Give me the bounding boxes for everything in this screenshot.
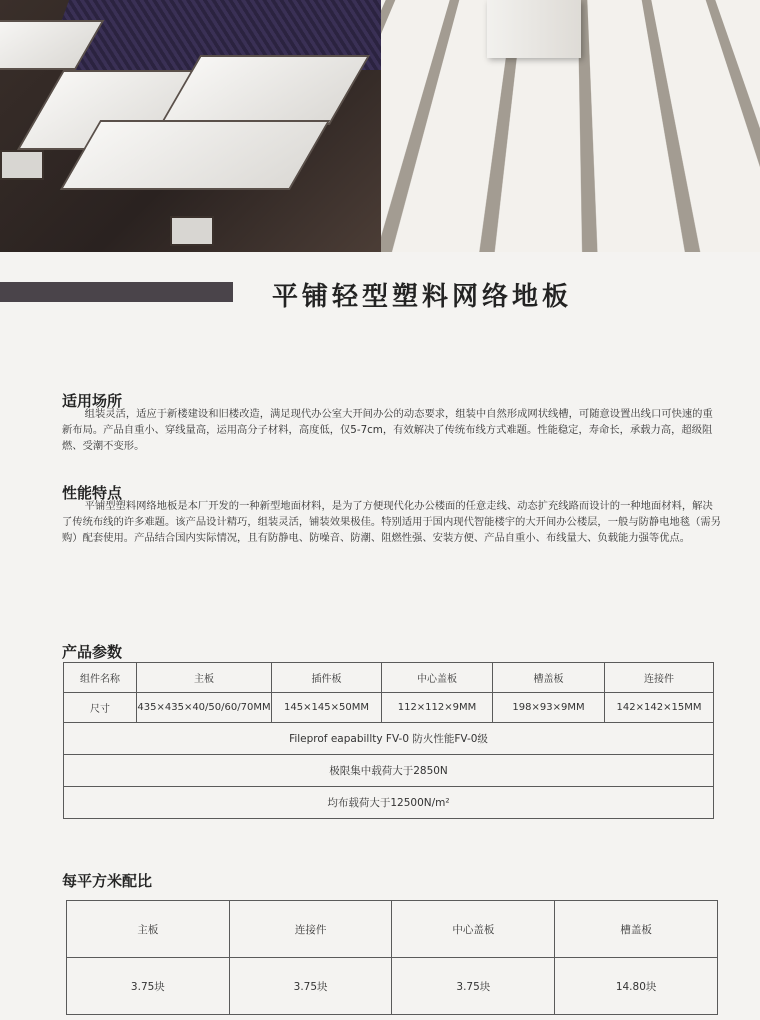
table-row: [67, 901, 718, 958]
table-row: [64, 723, 714, 755]
table-cell: 435×435×40/50/60/70MM: [137, 693, 272, 723]
table-cell: 中心盖板: [392, 901, 555, 958]
floor-tile: [60, 120, 330, 190]
params-table: [63, 662, 714, 819]
table-cell: 3.75块: [392, 958, 555, 1015]
table-cell: 14.80块: [555, 958, 718, 1015]
table-cell: 112×112×9MM: [382, 693, 493, 723]
table-row: [64, 663, 714, 693]
table-cell: 组件名称: [64, 663, 137, 693]
table-cell: 槽盖板: [493, 663, 605, 693]
table-row: [64, 755, 714, 787]
floor-photo-carpet-tiles: [0, 0, 381, 252]
table-cell: 槽盖板: [555, 901, 718, 958]
table-cell: 主板: [67, 901, 230, 958]
concentrated-load-cell: 极限集中载荷大于2850N: [64, 755, 714, 787]
room-pillar: [487, 0, 581, 58]
page-title: 平铺轻型塑料网络地板: [272, 282, 573, 312]
usage-text: 组装灵活，适应于新楼建设和旧楼改造，满足现代办公室大开间办公的动态要求，组装中自然形成网状线槽，可随意设置出线口可快速的重新布局。产品自重小、穿线量高，运用高分子材料，高度低，仅5-7cm，有效解决了传统布线方式难题。性能稳定，寿命长，承载力高，超级阻燃、受潮不变形。: [62, 408, 713, 452]
uniform-load-cell: 均布载荷大于12500N/m²: [64, 787, 714, 819]
table-row: [64, 693, 714, 723]
table-cell: 连接件: [605, 663, 714, 693]
product-photos: [0, 0, 760, 252]
usage-heading: 适用场所: [62, 392, 123, 410]
connector-piece: [0, 150, 44, 180]
features-heading: 性能特点: [62, 484, 123, 502]
table-cell: 尺寸: [64, 693, 137, 723]
fire-rating-cell: Fileprof eapabillty FV-0 防火性能FV-0级: [64, 723, 714, 755]
ratio-table: [66, 900, 718, 1015]
table-cell: 3.75块: [67, 958, 230, 1015]
table-cell: 中心盖板: [382, 663, 493, 693]
floor-photo-grid: [381, 0, 760, 252]
table-cell: 198×93×9MM: [493, 693, 605, 723]
table-cell: 插件板: [272, 663, 382, 693]
table-cell: 3.75块: [229, 958, 392, 1015]
table-row: [67, 958, 718, 1015]
table-cell: 142×142×15MM: [605, 693, 714, 723]
table-cell: 主板: [137, 663, 272, 693]
title-accent-bar: [0, 282, 233, 302]
ratio-heading: 每平方米配比: [62, 872, 153, 890]
table-cell: 连接件: [229, 901, 392, 958]
connector-piece: [170, 216, 214, 246]
table-cell: 145×145×50MM: [272, 693, 382, 723]
params-heading: 产品参数: [62, 643, 123, 661]
features-text: 平铺型塑料网络地板是本厂开发的一种新型地面材料，是为了方便现代化办公楼面的任意走线、动态扩充线路而设计的一种地面材料，解决了传统布线的许多难题。该产品设计精巧，组装灵活，铺装效果极佳。特别适用于国内现代智能楼宇的大开间办公楼层，一般与防静电地毯（需另购）配套使用。产品结合国内实际情况，且有防静电、防噪音、防潮、阻燃性强、安装方便、产品自重小、布线量大、负载能力强等优点。: [62, 500, 721, 544]
table-row: [64, 787, 714, 819]
